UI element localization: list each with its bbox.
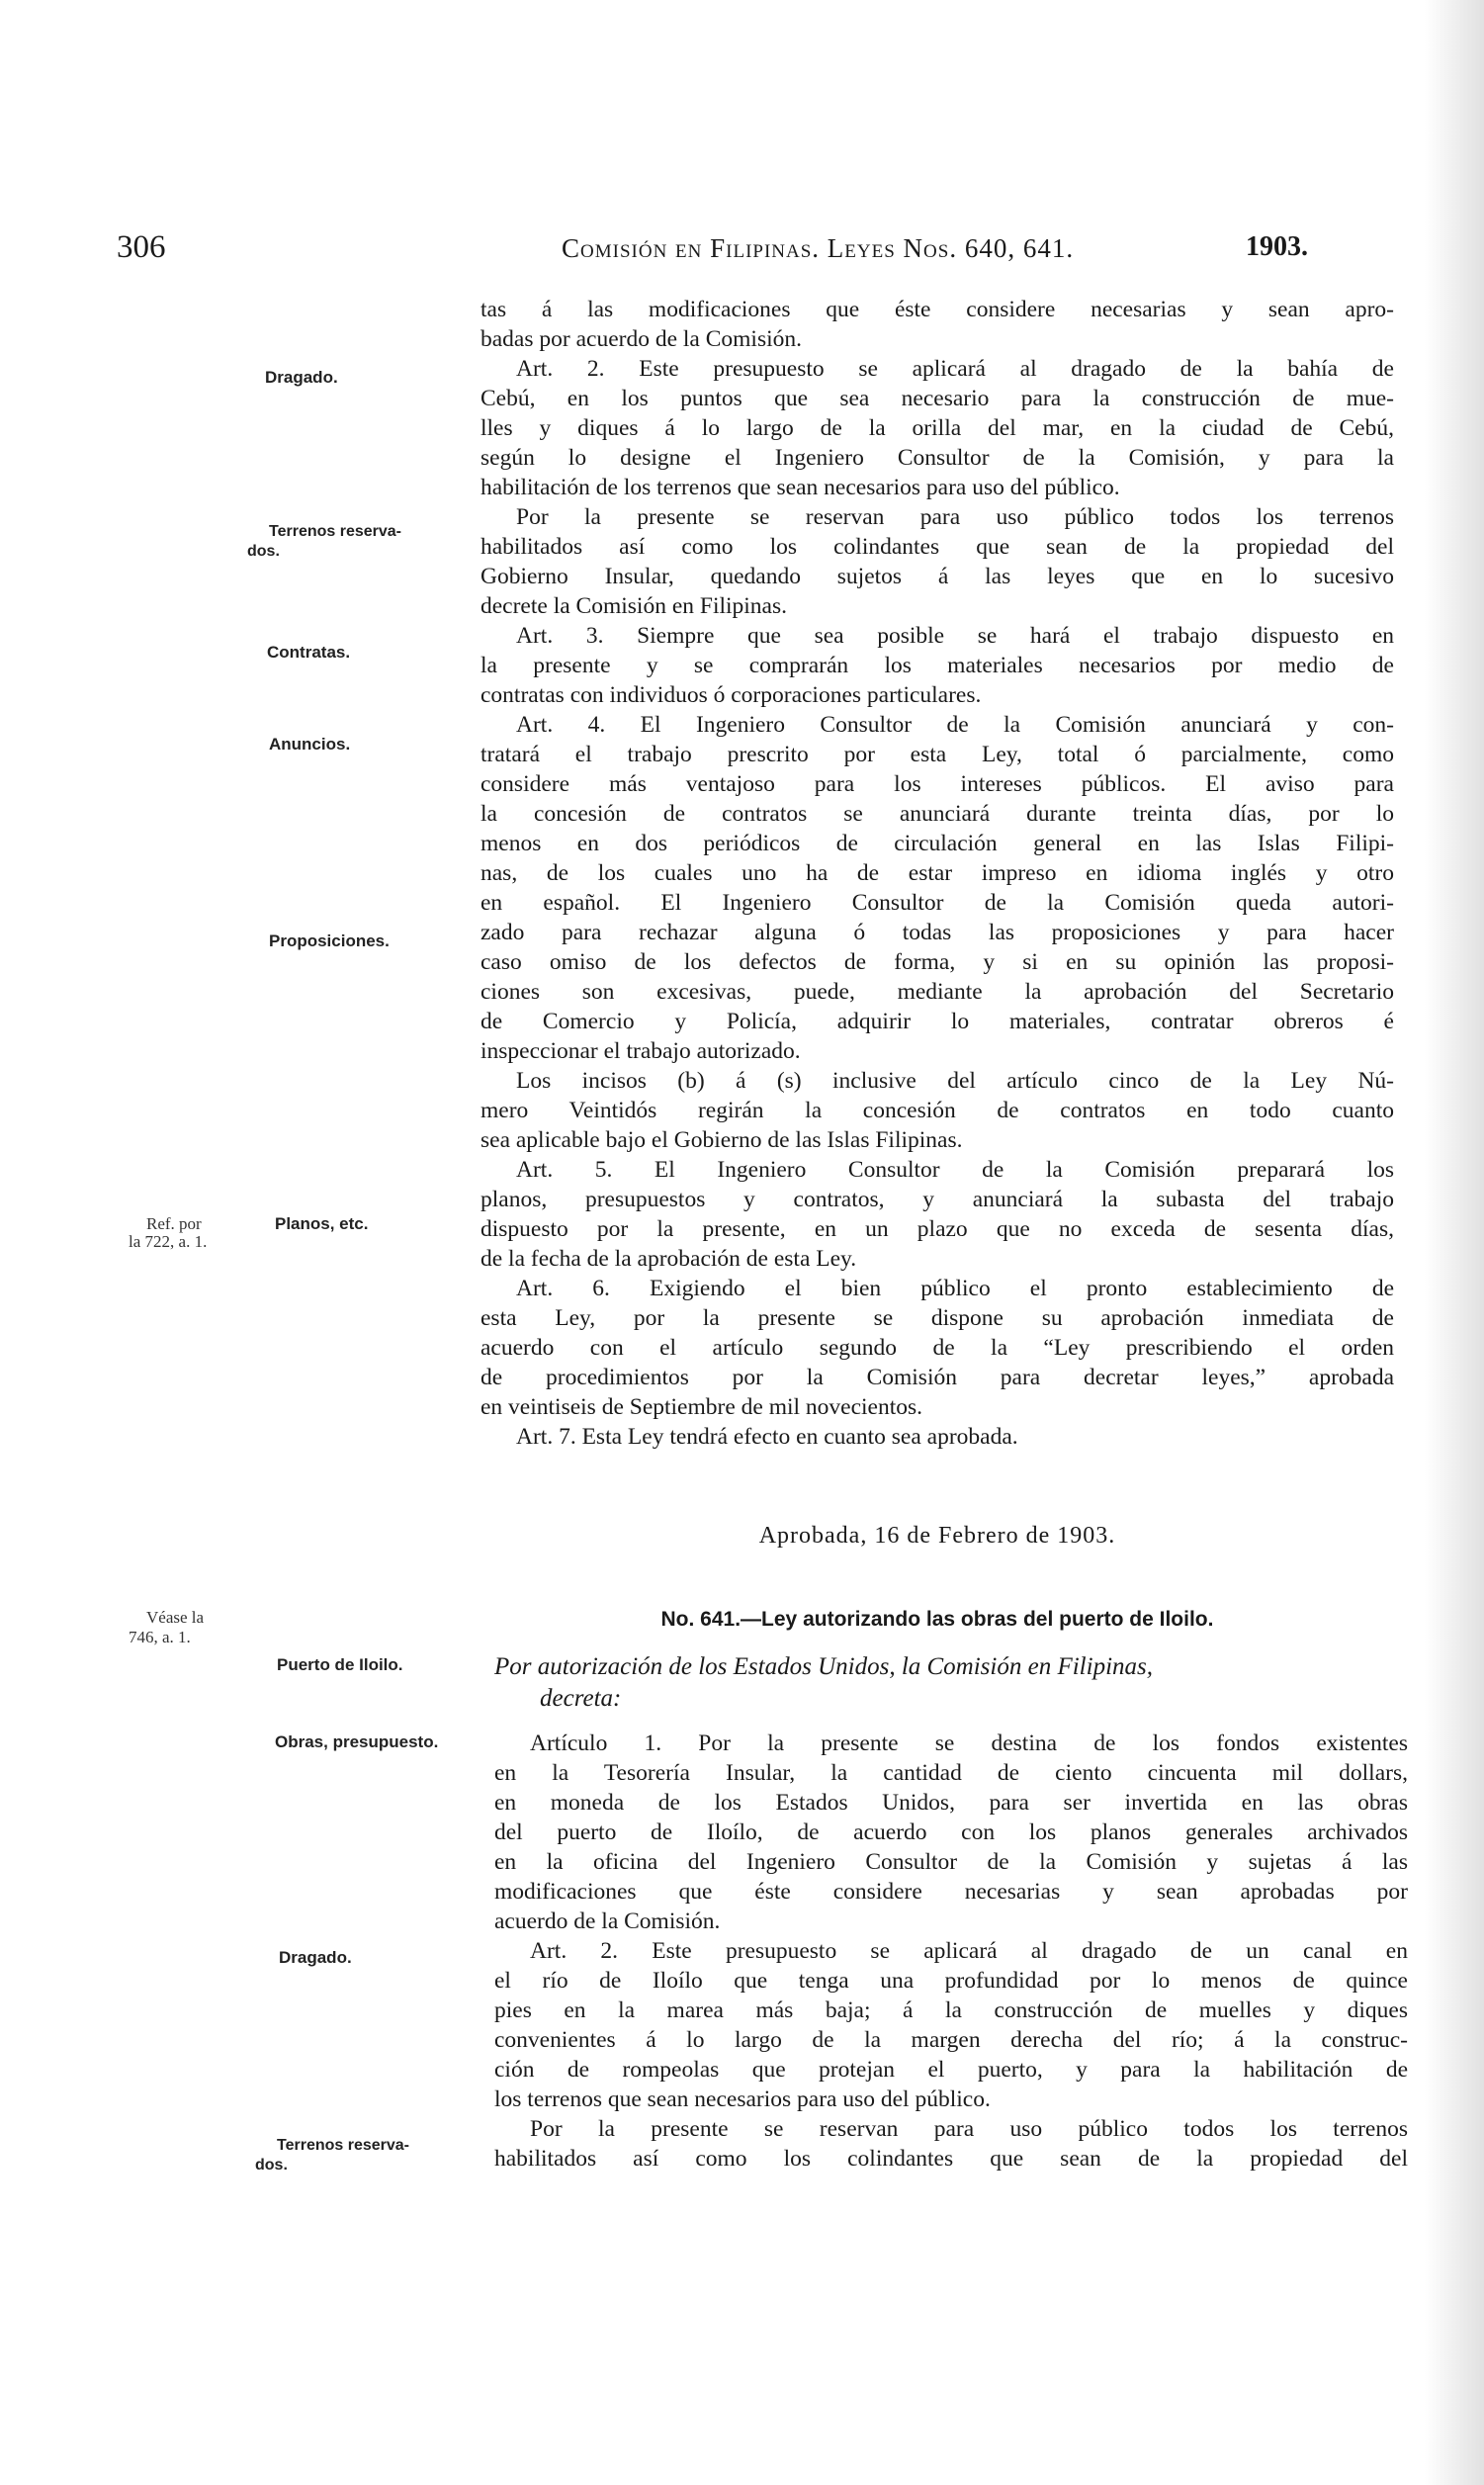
text-line: Art. 6. Exigiendo el bien público el pronto establecimiento de — [516, 1276, 1394, 1301]
text-line: Los incisos (b) á (s) inclusive del artículo cinco de la Ley Nú- — [516, 1068, 1394, 1094]
text-line: en la oficina del Ingeniero Consultor de la Comisión y sujetas á las — [494, 1849, 1408, 1875]
text-line: en español. El Ingeniero Consultor de la Comisión queda autori- — [480, 890, 1394, 916]
approval-date: Aprobada, 16 de Febrero de 1903. — [758, 1523, 1116, 1549]
margin-note-puerto: Puerto de Iloilo. — [277, 1655, 403, 1674]
text-line: Por la presente se reservan para uso público todos los terrenos — [516, 504, 1394, 530]
cross-reference-722-cont: la 722, a. 1. — [129, 1232, 208, 1251]
text-line: contratas con individuos ó corporaciones particulares. — [480, 682, 982, 708]
margin-note-proposiciones: Proposiciones. — [269, 932, 390, 950]
cross-reference-746: Véase la — [146, 1608, 205, 1627]
page-edge-shadow — [1425, 0, 1484, 2485]
margin-note-dragado: Dragado. — [265, 368, 338, 387]
text-line: del puerto de Iloílo, de acuerdo con los planos generales archivados — [494, 1819, 1408, 1845]
text-line: inspeccionar el trabajo autorizado. — [480, 1038, 801, 1064]
text-line: la concesión de contratos se anunciará durante treinta días, por lo — [480, 801, 1394, 827]
text-line: mero Veintidós regirán la concesión de contratos en todo cuanto — [480, 1098, 1394, 1123]
ley-641-text — [494, 1729, 1408, 2174]
running-title: Comisión en Filipinas. Leyes Nos. 640, 641. — [562, 233, 1075, 263]
text-line: decrete la Comisión en Filipinas. — [480, 593, 788, 619]
text-line: en moneda de los Estados Unidos, para ser invertida en las obras — [494, 1790, 1408, 1816]
running-year: 1903. — [1246, 231, 1308, 262]
text-line: Art. 3. Siempre que sea posible se hará el trabajo dispuesto en — [516, 623, 1394, 649]
text-line: ciones son excesivas, puede, mediante la aprobación del Secretario — [480, 979, 1394, 1005]
text-line: lles y diques á lo largo de la orilla del mar, en la ciudad de Cebú, — [480, 415, 1394, 441]
page-number: 306 — [117, 229, 166, 265]
ley-640-text — [480, 295, 1394, 1452]
text-line: el río de Iloílo que tenga una profundidad por lo menos de quince — [494, 1968, 1408, 1994]
margin-note-planos: Planos, etc. — [275, 1214, 369, 1233]
text-line: Art. 2. Este presupuesto se aplicará al dragado de un canal en — [530, 1938, 1408, 1964]
text-line: en veintiseis de Septiembre de mil novecientos. — [480, 1394, 923, 1420]
enacting-clause-line-1: Por autorización de los Estados Unidos, la Comisión en Filipinas, — [494, 1653, 1153, 1680]
text-line: badas por acuerdo de la Comisión. — [480, 326, 802, 352]
text-line: Art. 5. El Ingeniero Consultor de la Comisión preparará los — [516, 1157, 1394, 1183]
margin-note-terrenos-reservados: Terrenos reserva- — [269, 523, 401, 540]
text-line: Art. 2. Este presupuesto se aplicará al dragado de la bahía de — [516, 356, 1394, 382]
text-line: zado para rechazar alguna ó todas las proposiciones y para hacer — [480, 920, 1394, 945]
margin-note-terrenos-reservados-cont: dos. — [247, 543, 280, 560]
margin-note-contratas: Contratas. — [267, 643, 351, 662]
cross-reference-722: Ref. por — [146, 1214, 202, 1233]
text-line: habilitados así como los colindantes que sean de la propiedad del — [480, 534, 1394, 560]
text-line: acuerdo con el artículo segundo de la “Ley prescribiendo el orden — [480, 1335, 1394, 1361]
text-line: de la fecha de la aprobación de esta Ley. — [480, 1246, 857, 1272]
text-line: considere más ventajoso para los intereses públicos. El aviso para — [480, 771, 1394, 797]
text-line: tas á las modificaciones que éste considere necesarias y sean apro- — [480, 297, 1394, 322]
text-line: menos en dos periódicos de circulación general en las Islas Filipi- — [480, 831, 1394, 856]
text-line: la presente y se comprarán los materiales necesarios por medio de — [480, 653, 1394, 678]
text-line: tratará el trabajo prescrito por esta Ley, total ó parcialmente, como — [480, 742, 1394, 767]
text-line: caso omiso de los defectos de forma, y si en su opinión las proposi- — [480, 949, 1394, 975]
margin-note-terrenos-reservados-2-cont: dos. — [255, 2157, 288, 2174]
text-line: habilitación de los terrenos que sean necesarios para uso del público. — [480, 475, 1120, 500]
text-line: en la Tesorería Insular, la cantidad de ciento cincuenta mil dollars, — [494, 1760, 1408, 1786]
text-line: acuerdo de la Comisión. — [494, 1908, 721, 1934]
text-line: pies en la marea más baja; á la construcción de muelles y diques — [494, 1997, 1408, 2023]
text-line: Gobierno Insular, quedando sujetos á las leyes que en lo sucesivo — [480, 564, 1394, 589]
text-line: según lo designe el Ingeniero Consultor de la Comisión, y para la — [480, 445, 1394, 471]
text-line: planos, presupuestos y contratos, y anunciará la subasta del trabajo — [480, 1187, 1394, 1212]
margin-note-anuncios: Anuncios. — [269, 735, 351, 754]
text-line: de procedimientos por la Comisión para decretar leyes,” aprobada — [480, 1365, 1394, 1390]
text-line: Art. 7. Esta Ley tendrá efecto en cuanto sea aprobada. — [516, 1424, 1018, 1450]
text-line: convenientes á lo largo de la margen derecha del río; á la construc- — [494, 2027, 1408, 2053]
text-line: Art. 4. El Ingeniero Consultor de la Comisión anunciará y con- — [516, 712, 1394, 738]
text-line: dispuesto por la presente, en un plazo que no exceda de sesenta días, — [480, 1216, 1394, 1242]
cross-reference-746-cont: 746, a. 1. — [129, 1628, 191, 1646]
text-line: Por la presente se reservan para uso público todos los terrenos — [530, 2116, 1408, 2142]
margin-note-dragado-2: Dragado. — [279, 1948, 352, 1967]
text-line: sea aplicable bajo el Gobierno de las Islas Filipinas. — [480, 1127, 963, 1153]
margin-note-obras-presupuesto: Obras, presupuesto. — [275, 1732, 439, 1751]
text-line: Cebú, en los puntos que sea necesario para la construcción de mue- — [480, 386, 1394, 411]
text-line: Artículo 1. Por la presente se destina de los fondos existentes — [530, 1731, 1408, 1756]
text-line: modificaciones que éste considere necesarias y sean aprobadas por — [494, 1879, 1408, 1905]
text-line: los terrenos que sean necesarios para uso del público. — [494, 2086, 991, 2112]
text-line: esta Ley, por la presente se dispone su aprobación inmediata de — [480, 1305, 1394, 1331]
text-line: de Comercio y Policía, adquirir lo materiales, contratar obreros é — [480, 1009, 1394, 1034]
enacting-clause-line-2: decreta: — [540, 1685, 622, 1712]
text-line: habilitados así como los colindantes que sean de la propiedad del — [494, 2146, 1408, 2172]
enacting-clause — [494, 1651, 1404, 1715]
text-line: nas, de los cuales uno ha de estar impreso en idioma inglés y otro — [480, 860, 1394, 886]
text-line: ción de rompeolas que protejan el puerto, y para la habilitación de — [494, 2057, 1408, 2083]
margin-note-terrenos-reservados-2: Terrenos reserva- — [277, 2137, 409, 2154]
running-header — [117, 229, 1323, 269]
law-heading-641: No. 641.—Ley autorizando las obras del puerto de Iloilo. — [660, 1608, 1214, 1631]
